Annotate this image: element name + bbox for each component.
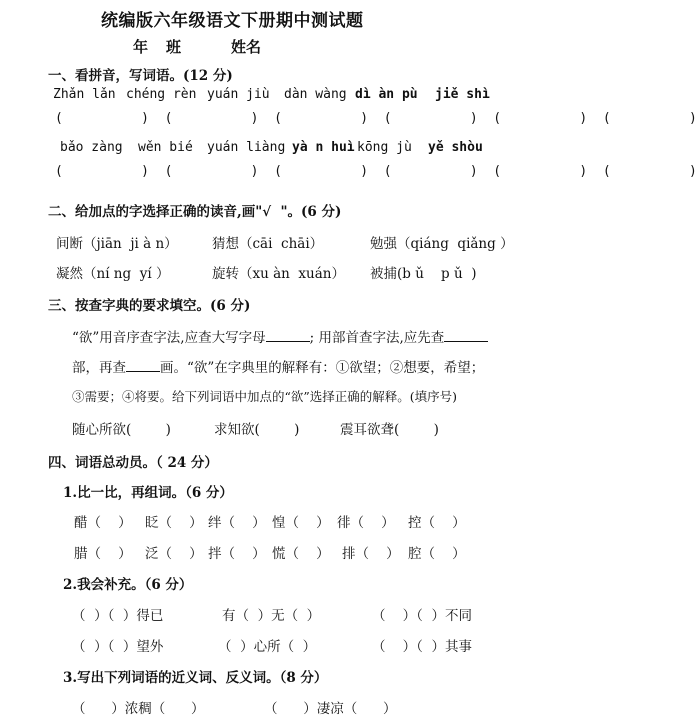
pinyin-item: jiě shì (435, 87, 490, 102)
idiom-fill[interactable]: 有（ ）无（ ） (222, 608, 321, 624)
pinyin-item: chéng rèn (126, 87, 197, 102)
subsection-3-heading: 3.写出下列词语的近义词、反义词。（8 分） (63, 670, 328, 686)
pinyin-item: wěn bié (138, 140, 193, 155)
synonym-antonym-item[interactable]: （ ）凄凉（ ） (264, 701, 397, 717)
pinyin-item: Zhǎn lǎn (53, 87, 116, 102)
grade-label: 年 (133, 38, 149, 56)
idiom-fill[interactable]: （ ）（ ）不同 (372, 608, 472, 624)
meaning-item[interactable]: 震耳欲聋( ) (340, 422, 439, 438)
compare-item[interactable]: 醋（ ） (74, 515, 132, 531)
dictionary-line-3: ③需要；④将要。给下列词语中加点的“欲”选择正确的解释。(填序号) (72, 389, 458, 404)
reading-choice[interactable]: 旋转（xu àn xuán） (212, 266, 345, 282)
subsection-1-heading: 1.比一比，再组词。（6 分） (63, 485, 233, 501)
reading-choice[interactable]: 间断（jiān ji à n） (56, 236, 178, 252)
class-label: 班 (166, 38, 182, 56)
pinyin-item: bǎo zàng (60, 140, 123, 155)
section-1-heading: 一、看拼音，写词语。(12 分) (48, 68, 233, 84)
dictionary-line-1: “欲”用音序查字法,应查大写字母 ; 用部首查字法,应先查 (72, 326, 488, 346)
reading-choice[interactable]: 猜想（cāi chāi） (212, 236, 324, 252)
subsection-2-heading: 2.我会补充。（6 分） (63, 577, 193, 593)
pinyin-item: dì àn pù (355, 87, 418, 102)
synonym-antonym-item[interactable]: （ ）浓稠（ ） (72, 701, 205, 717)
reading-choice[interactable]: 勉强（qiáng qiǎng ） (370, 236, 514, 252)
pinyin-item: yà n huì (292, 140, 355, 155)
compare-item[interactable]: 绊（ ） (208, 515, 266, 531)
dictionary-line-2: 部，再查 画。“欲”在字典里的解释有：①欲望；②想要，希望； (72, 360, 485, 376)
idiom-fill[interactable]: （ ）（ ）得已 (72, 608, 164, 624)
page-title: 统编版六年级语文下册期中测试题 (101, 11, 364, 31)
section-2-heading: 二、给加点的字选择正确的读音,画"√ "。(6 分) (48, 204, 342, 220)
compare-item[interactable]: 排（ ） (342, 546, 400, 562)
strokes-blank[interactable] (126, 370, 160, 372)
compare-item[interactable]: 拌（ ） (208, 546, 266, 562)
compare-item[interactable]: 徘（ ） (337, 515, 395, 531)
idiom-fill[interactable]: （ ）（ ）其事 (372, 639, 472, 655)
pinyin-item: yuán liàng (207, 140, 286, 155)
pinyin-item: yuán jiù (207, 87, 270, 102)
name-label: 姓名 (231, 38, 262, 56)
idiom-fill[interactable]: （ ）（ ）望外 (72, 639, 164, 655)
pinyin-item: dàn wàng (284, 87, 347, 102)
section-3-heading: 三、按查字典的要求填空。(6 分) (48, 298, 251, 314)
reading-choice[interactable]: 凝然（ní ng yí ） (56, 266, 170, 282)
compare-item[interactable]: 慌（ ） (272, 546, 330, 562)
reading-choice[interactable]: 被捕(b ǔ p ǔ ) (370, 266, 477, 282)
compare-item[interactable]: 泛（ ） (145, 546, 203, 562)
pinyin-item: kōng jù (357, 140, 412, 155)
answer-blanks-row[interactable]: ( ) ( ) ( ) ( ) ( ) ( ) (55, 164, 697, 179)
pinyin-item: yě shòu (428, 140, 483, 155)
meaning-item[interactable]: 随心所欲( ) (72, 422, 171, 438)
section-4-heading: 四、词语总动员。（ 24 分） (48, 455, 218, 471)
idiom-fill[interactable]: （ ）心所（ ） (218, 639, 317, 655)
letter-blank[interactable] (266, 340, 310, 342)
compare-item[interactable]: 腔（ ） (408, 546, 466, 562)
meaning-item[interactable]: 求知欲( ) (214, 422, 300, 438)
compare-item[interactable]: 控（ ） (408, 515, 466, 531)
compare-item[interactable]: 眨（ ） (145, 515, 203, 531)
compare-item[interactable]: 腊（ ） (74, 546, 132, 562)
compare-item[interactable]: 惶（ ） (272, 515, 330, 531)
radical-blank[interactable] (444, 340, 488, 342)
answer-blanks-row[interactable]: ( ) ( ) ( ) ( ) ( ) ( ) (55, 111, 697, 126)
